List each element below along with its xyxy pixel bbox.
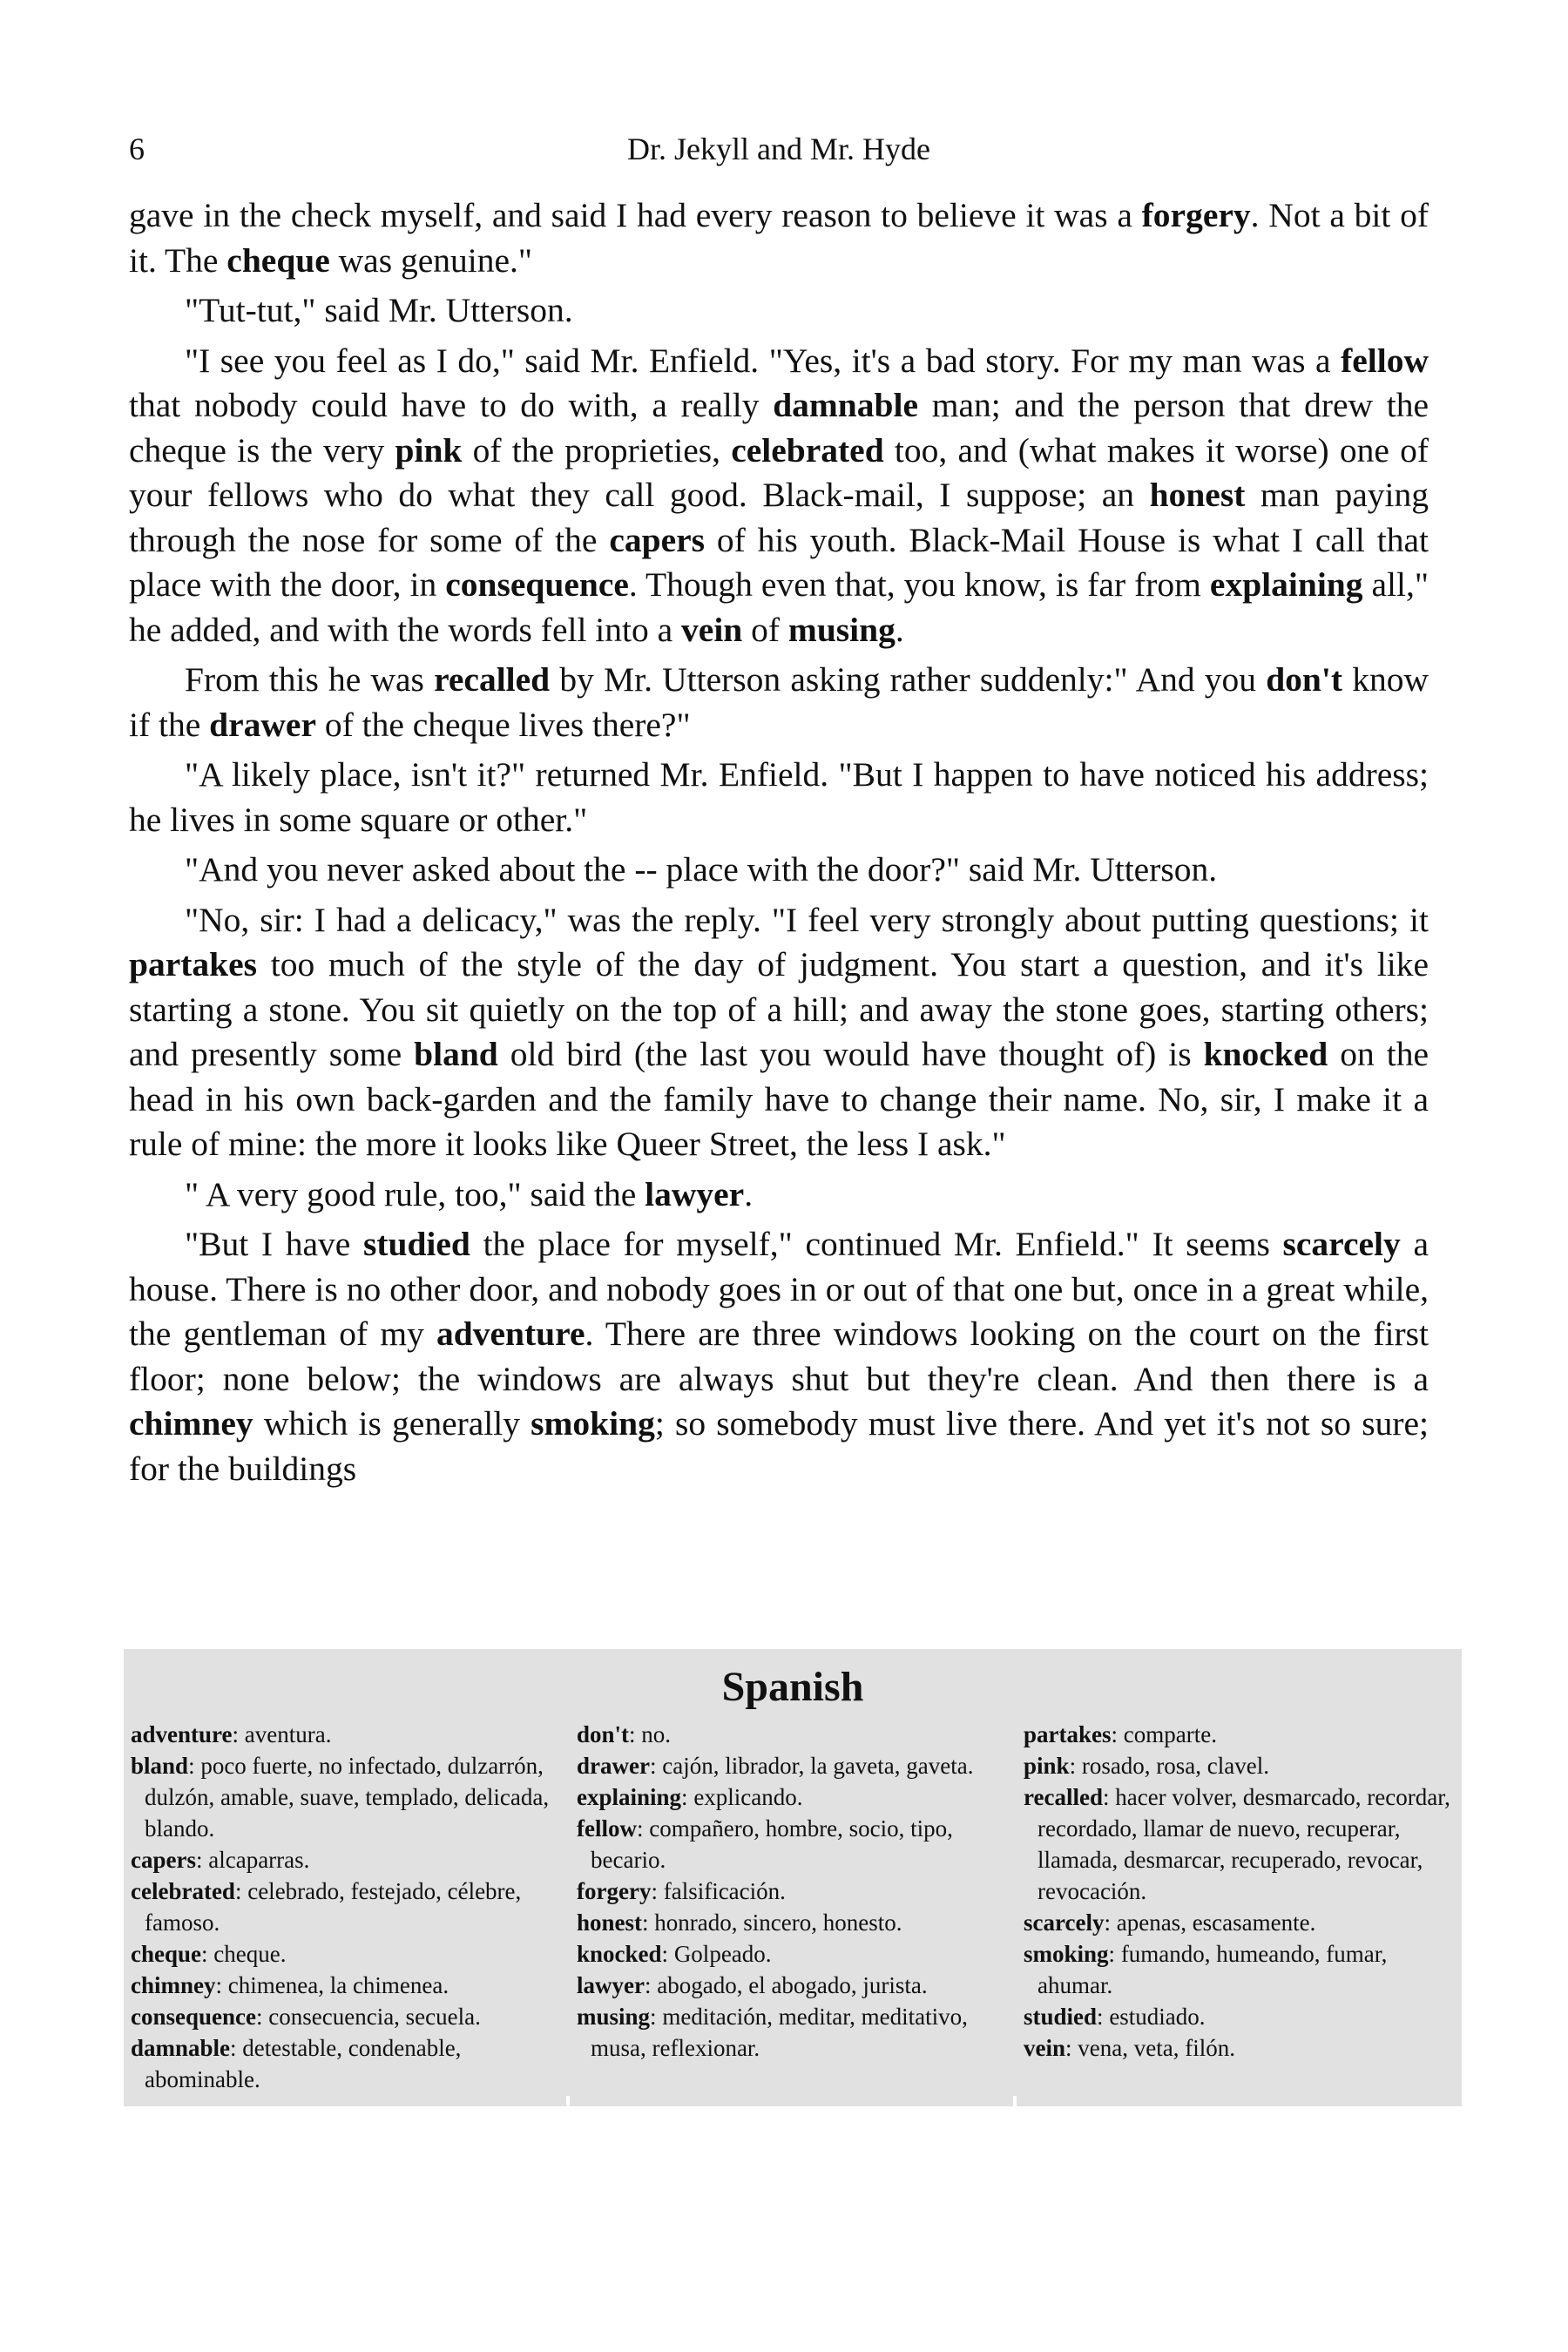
glossary-definition: comparte. <box>1123 1721 1217 1747</box>
glossary-entry: cheque: cheque. <box>131 1941 287 1967</box>
text-run: " A very good rule, too," said the <box>185 1174 645 1213</box>
text-run: man; and the person that drew the cheque is the very <box>129 386 1429 470</box>
glossary-definition: fumando, humeando, fumar, ahumar. <box>1037 1941 1388 1998</box>
glossary-definition: explicando. <box>693 1784 803 1810</box>
text-run: on the head in his own back-garden and the family have to change their name. No, sir, I make it a rule of mine: the more it looks like Queer Street, the less I ask." <box>129 1035 1429 1163</box>
text-run: the place for myself," continued Mr. Enfield." It seems <box>470 1225 1283 1263</box>
paragraph <box>129 1173 1429 1218</box>
vocab-word: lawyer <box>645 1174 745 1213</box>
glossary-definition: cheque. <box>213 1941 287 1967</box>
glossary-entry: forgery: falsificación. <box>577 1878 786 1904</box>
vocab-word: bland <box>414 1035 498 1073</box>
running-title: Dr. Jekyll and Mr. Hyde <box>627 132 930 166</box>
vocab-word: scarcely <box>1282 1225 1401 1263</box>
glossary-entry: adventure: aventura. <box>131 1721 332 1747</box>
glossary-term: cheque <box>131 1941 201 1967</box>
vocab-word: capers <box>609 520 705 559</box>
text-run: . <box>895 610 904 649</box>
glossary-entry: celebrated: celebrado, festejado, célebre, famoso. <box>131 1878 522 1936</box>
text-run: of his youth. Black-Mail House is what I call that place with the door, in <box>129 520 1429 604</box>
glossary-definition: consecuencia, secuela. <box>268 2004 481 2030</box>
text-run: which is generally <box>253 1404 531 1443</box>
text-run: ; so somebody must live there. And yet it's not so sure; for the buildings <box>129 1404 1429 1488</box>
text-run: "Tut-tut," said Mr. Utterson. <box>185 291 573 329</box>
vocab-word: pink <box>395 430 463 470</box>
vocab-word: partakes <box>129 945 258 983</box>
paragraph <box>129 658 1429 747</box>
paragraph <box>129 1222 1429 1491</box>
text-run: by Mr. Utterson asking rather suddenly:" And you <box>550 660 1267 699</box>
glossary-definition: vena, veta, filón. <box>1078 2035 1235 2061</box>
glossary-entry: capers: alcaparras. <box>131 1847 310 1873</box>
glossary-entry: chimney: chimenea, la chimenea. <box>131 1972 449 1998</box>
glossary-entry: lawyer: abogado, el abogado, jurista. <box>577 1972 928 1998</box>
column-divider <box>566 2096 570 2106</box>
paragraph <box>129 288 1429 334</box>
paragraph <box>129 339 1429 653</box>
text-run: all," he added, and with the words fell into a <box>129 565 1429 649</box>
vocab-word: honest <box>1149 476 1246 514</box>
glossary-definition: detestable, condenable, abominable. <box>145 2035 462 2092</box>
vocab-word: consequence <box>445 565 629 604</box>
text-run: gave in the check myself, and said I had every reason to believe it was a <box>129 196 1142 234</box>
vocab-word: drawer <box>209 705 316 744</box>
text-run: of the cheque lives there?" <box>315 705 691 744</box>
vocab-word: knocked <box>1203 1035 1328 1073</box>
glossary-entry: honest: honrado, sincero, honesto. <box>577 1909 902 1936</box>
text-run: From this he was <box>185 660 435 699</box>
glossary-definition: honrado, sincero, honesto. <box>654 1909 902 1936</box>
text-run: . Though even that, you know, is far from <box>628 565 1210 604</box>
glossary-definition: alcaparras. <box>208 1847 310 1873</box>
glossary-definition: chimenea, la chimenea. <box>227 1972 449 1998</box>
text-run: old bird (the last you would have thought of) is <box>497 1035 1204 1073</box>
text-run: "I see you feel as I do," said Mr. Enfield. "Yes, it's a bad story. For my man was a <box>185 341 1342 380</box>
glossary-entry: musing: meditación, meditar, meditativo, musa, reflexionar. <box>577 2004 968 2061</box>
vocab-word: damnable <box>773 386 919 424</box>
vocab-word: fellow <box>1341 341 1429 380</box>
glossary-entry: knocked: Golpeado. <box>577 1941 772 1967</box>
glossary-definition: Golpeado. <box>673 1941 772 1967</box>
vocab-word: celebrated <box>731 430 884 470</box>
glossary-definition: celebrado, festejado, célebre, famoso. <box>145 1878 522 1936</box>
text-run: "And you never asked about the -- place with the door?" said Mr. Utterson. <box>185 850 1218 889</box>
body-text <box>129 193 1429 1497</box>
glossary-term: pink <box>1024 1753 1070 1779</box>
text-run: was genuine." <box>329 240 532 280</box>
text-run: of the proprieties, <box>462 430 732 470</box>
text-run: . Not a bit of it. The <box>129 196 1429 280</box>
glossary-term: don't <box>577 1721 630 1747</box>
paragraph <box>129 193 1429 283</box>
glossary-column-2 <box>577 1719 1012 2064</box>
glossary-term: lawyer <box>577 1972 645 1998</box>
glossary-term: smoking <box>1024 1941 1109 1967</box>
glossary-definition: falsificación. <box>663 1878 786 1904</box>
glossary-term: honest <box>577 1909 643 1936</box>
glossary-entry: consequence: consecuencia, secuela. <box>131 2004 481 2030</box>
glossary-term: chimney <box>131 1972 216 1998</box>
glossary-box <box>124 1649 1462 2106</box>
glossary-term: explaining <box>577 1784 682 1810</box>
glossary-definition: estudiado. <box>1109 2004 1206 2030</box>
glossary-term: fellow <box>577 1815 637 1842</box>
glossary-term: capers <box>131 1847 196 1873</box>
glossary-entry: vein: vena, veta, filón. <box>1024 2035 1235 2061</box>
glossary-term: scarcely <box>1024 1909 1105 1936</box>
text-run: . There are three windows looking on the court on the first floor; none below; the windows are always shut but they're clean. And then there is a <box>129 1315 1429 1398</box>
text-run: too, and (what makes it worse) one of your fellows who do what they call good. Black-mail, I suppose; an <box>129 430 1429 514</box>
column-divider <box>1013 2096 1017 2106</box>
glossary-term: musing <box>577 2004 651 2030</box>
vocab-word: studied <box>362 1225 470 1263</box>
glossary-definition: hacer volver, desmarcado, recordar, recordado, llamar de nuevo, recuperar, llamada, desmarcar, recuperado, revocar, revocación. <box>1037 1784 1450 1904</box>
glossary-term: bland <box>131 1753 189 1779</box>
glossary-entry: explaining: explicando. <box>577 1784 803 1810</box>
glossary-definition: abogado, el abogado, jurista. <box>657 1972 928 1998</box>
glossary-term: partakes <box>1024 1721 1112 1747</box>
text-run: . <box>744 1174 754 1213</box>
text-run: of <box>742 610 788 649</box>
text-run: "But I have <box>185 1225 363 1263</box>
paragraph <box>129 848 1429 893</box>
vocab-word: forgery <box>1141 196 1251 234</box>
glossary-entry: damnable: detestable, condenable, abominable. <box>131 2035 462 2092</box>
glossary-entry: drawer: cajón, librador, la gaveta, gaveta. <box>577 1753 974 1779</box>
glossary-entry: recalled: hacer volver, desmarcado, recordar, recordado, llamar de nuevo, recuperar, llamada, desmarcar, recuperado, revocar, revocación. <box>1024 1784 1450 1904</box>
text-run: too much of the style of the day of judgment. You start a question, and it's like starting a stone. You sit quietly on the top of a hill; and away the stone goes, starting others; and presently some <box>129 945 1429 1073</box>
vocab-word: adventure <box>436 1315 585 1353</box>
glossary-entry: partakes: comparte. <box>1024 1721 1217 1747</box>
glossary-entry: smoking: fumando, humeando, fumar, ahumar. <box>1024 1941 1388 1998</box>
glossary-definition: poco fuerte, no infectado, dulzarrón, dulzón, amable, suave, templado, delicada, blando. <box>145 1753 550 1842</box>
vocab-word: cheque <box>226 240 330 280</box>
vocab-word: explaining <box>1209 565 1363 604</box>
glossary-term: forgery <box>577 1878 652 1904</box>
text-run: a house. There is no other door, and nobody goes in or out of that one but, once in a great while, the gentleman of my <box>129 1225 1429 1353</box>
glossary-column-1 <box>131 1719 566 2095</box>
glossary-entry: scarcely: apenas, escasamente. <box>1024 1909 1316 1936</box>
glossary-definition: cajón, librador, la gaveta, gaveta. <box>662 1753 974 1779</box>
glossary-entry: pink: rosado, rosa, clavel. <box>1024 1753 1269 1779</box>
paragraph <box>129 898 1429 1167</box>
glossary-term: knocked <box>577 1941 662 1967</box>
glossary-definition: no. <box>641 1721 672 1747</box>
glossary-definition: rosado, rosa, clavel. <box>1081 1753 1269 1779</box>
page-header <box>129 131 1429 174</box>
glossary-title: Spanish <box>721 1664 864 1710</box>
paragraph <box>129 753 1429 842</box>
text-run: man paying through the nose for some of the <box>129 476 1429 559</box>
text-run: "No, sir: I had a delicacy," was the reply. "I feel very strongly about putting questions; it <box>185 900 1429 939</box>
vocab-word: recalled <box>434 660 551 699</box>
glossary-column-3 <box>1024 1719 1459 2064</box>
page-number: 6 <box>129 132 145 166</box>
glossary-term: vein <box>1024 2035 1066 2061</box>
glossary-definition: apenas, escasamente. <box>1116 1909 1316 1936</box>
glossary-term: celebrated <box>131 1878 235 1904</box>
glossary-definition: compañero, hombre, socio, tipo, becario. <box>591 1815 953 1873</box>
glossary-entry: studied: estudiado. <box>1024 2004 1206 2030</box>
vocab-word: don't <box>1266 660 1343 699</box>
glossary-entry: fellow: compañero, hombre, socio, tipo, becario. <box>577 1815 953 1873</box>
glossary-definition: aventura. <box>244 1721 332 1747</box>
glossary-entry: bland: poco fuerte, no infectado, dulzarrón, dulzón, amable, suave, templado, delicada, blando. <box>131 1753 550 1842</box>
vocab-word: musing <box>787 610 896 649</box>
text-run: that nobody could have to do with, a really <box>129 386 774 424</box>
vocab-word: chimney <box>129 1404 253 1443</box>
glossary-term: damnable <box>131 2035 231 2061</box>
glossary-term: drawer <box>577 1753 650 1779</box>
text-run: "A likely place, isn't it?" returned Mr. Enfield. "But I happen to have noticed his address; he lives in some square or other." <box>129 755 1429 839</box>
glossary-term: recalled <box>1024 1784 1103 1810</box>
vocab-word: smoking <box>531 1404 655 1443</box>
vocab-word: vein <box>681 610 743 649</box>
glossary-term: adventure <box>131 1721 233 1747</box>
glossary-term: consequence <box>131 2004 256 2030</box>
glossary-term: studied <box>1024 2004 1098 2030</box>
text-run: know if the <box>129 660 1429 744</box>
glossary-definition: meditación, meditar, meditativo, musa, reflexionar. <box>591 2004 968 2061</box>
glossary-entry: don't: no. <box>577 1721 672 1747</box>
